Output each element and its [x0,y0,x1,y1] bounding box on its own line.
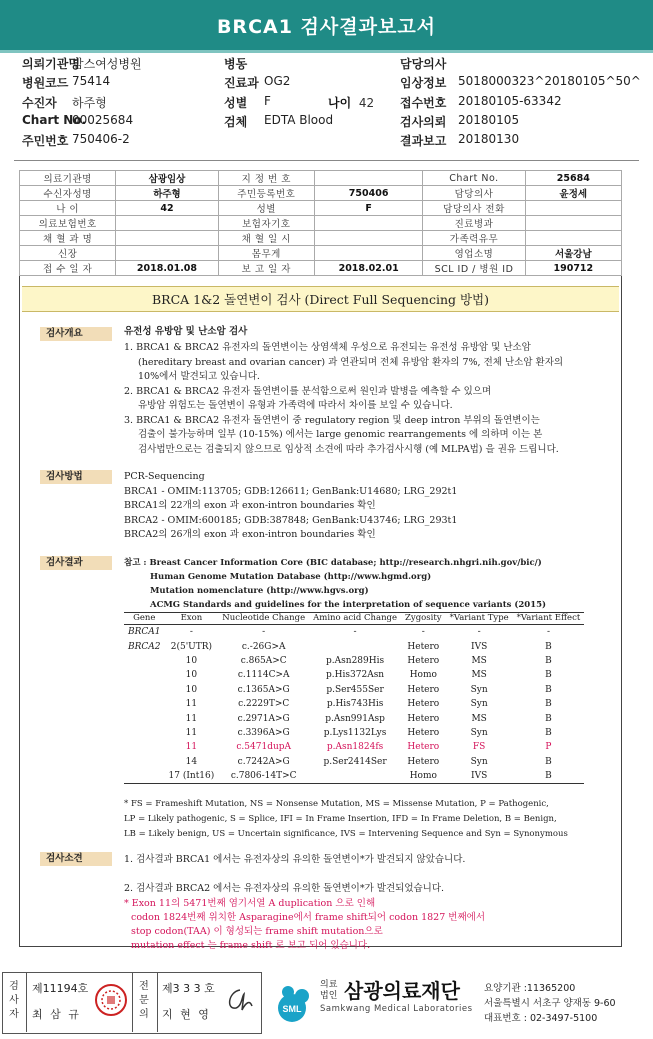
section-label-findings: 검사소견 [40,852,112,866]
variant-cell: Homo [409,670,437,681]
variant-column-header: Amino acid Change [309,613,401,625]
method-line: BRCA1 - OMIM:113705; GDB:126611; GenBank:U14680; LRG_292t1 [124,485,458,497]
method-line: BRCA2 - OMIM:600185; GDB:387848; GenBank:U43746; LRG_293t1 [124,514,458,526]
variant-cell: B [545,684,552,695]
info-value [314,216,422,231]
right-label: 결과보고 [400,134,447,148]
info-label: Chart No. [423,171,525,186]
specialist-name: 지 현 영 [162,1008,211,1021]
variant-column-header: Exon [165,613,219,625]
variant-cell [124,769,165,784]
variant-cell: p.Asn991Asp [325,713,385,724]
examiner-label: 검사자 [9,981,19,1020]
variant-cell [124,726,165,740]
finding-detail-line: codon 1824번째 위치한 Asparagine에서 frame shift되어 codon 1827 번째에서 [131,912,485,923]
variant-cell: Syn [470,727,488,738]
info-row [20,201,622,216]
variant-row [124,711,584,725]
variant-cell: Hetero [407,727,440,738]
info-value: 삼광임상 [116,171,218,186]
info-value: 하주형 [116,186,218,201]
left-label: 병원코드 [22,76,69,90]
info-value [525,216,621,231]
examiner-license: 제11194호 [32,982,89,995]
variant-cell: - [353,627,357,638]
variant-cell: B [545,756,552,767]
overview-line: 검사법만으로는 검출되지 않으므로 임상적 소견에 따라 추가검사시행 (예 MLPA법) 을 권유 드립니다. [138,443,559,455]
variant-cell: MS [471,713,487,724]
variant-cell: p.Ser455Ser [326,684,384,695]
variant-cell: B [545,727,552,738]
overview-line: 2. BRCA1 & BRCA2 유전자 돌연변이를 분석함으로써 원인과 발병을 예측할 수 있으며 [124,385,492,397]
method-line: BRCA1의 22개의 exon 과 exon-intron boundaries 확인 [124,500,376,511]
finding-detail-line: stop codon(TAA) 이 형성되는 frame shift mutation으로 [131,926,383,937]
report-title: BRCA1 검사결과보고서 [216,15,437,38]
variant-cell: c.1365A>G [237,684,290,695]
patient-info-table [19,170,622,276]
left-value: 750406-2 [72,132,130,146]
info-label: 나 이 [20,201,116,216]
variant-column-header: Gene [124,613,165,625]
variant-cell: BRCA2 [128,641,161,652]
info-value [116,216,218,231]
info-label: 몸무게 [218,246,314,261]
info-value [525,201,621,216]
variant-cell: BRCA1 [128,627,161,638]
method-line: PCR-Sequencing [124,471,205,482]
variant-cell: MS [471,655,487,666]
variant-cell: Hetero [407,756,440,767]
legend-line: * FS = Frameshift Mutation, NS = Nonsense Mutation, MS = Missense Mutation, P = Pathogenic, [124,799,549,809]
examiner-name: 최 삼 규 [32,1008,81,1021]
left-value: 맘스여성병원 [72,57,142,71]
variant-row [124,654,584,668]
variant-cell [124,740,165,754]
variant-cell [309,769,401,784]
variant-cell: 11 [185,699,198,710]
left-value: 00025684 [72,113,134,127]
overview-line: 1. BRCA1 & BRCA2 유전자의 돌연변이는 상염색체 우성으로 유전되는 유전성 유방암 및 난소암 [124,342,531,353]
variant-cell: 11 [185,713,198,724]
org-code: 요양기관 :11365200 [484,983,576,994]
variant-cell: p.Asn289His [326,655,385,666]
finding-detail-line: mutation effect 는 frame shift 로 보고 되어 있습니다. [131,940,371,951]
variant-row [124,726,584,740]
reference-line: Mutation nomenclature (http://www.hgvs.org) [150,586,369,596]
left-label: 주민번호 [22,134,69,148]
info-label: 성별 [218,201,314,216]
variant-cell: Syn [470,756,488,767]
variant-cell: B [545,641,552,652]
legend-line: LB = Likely benign, US = Uncertain significance, IVS = Intervening Sequence and Syn = Synonymous [124,829,568,839]
variant-cell: Hetero [407,641,440,652]
reference-line: Human Genome Mutation Database (http://www.hgmd.org) [150,572,432,582]
info-label: 보 고 일 자 [218,261,314,276]
info-value: 750406 [314,186,422,201]
info-value: 윤정세 [525,186,621,201]
variant-cell: 11 [185,742,198,753]
info-label: 진료병과 [423,216,525,231]
variant-cell [124,711,165,725]
info-value: 서울강남 [525,246,621,261]
right-label: 접수번호 [400,96,447,110]
org-phone: 대표번호 : 02-3497-5100 [484,1013,598,1024]
variant-cell [124,755,165,769]
variant-cell: Homo [401,769,446,784]
header-divider [14,160,639,161]
variant-cell: c.3396A>G [237,727,290,738]
reference-line: ACMG Standards and guidelines for the interpretation of sequence variants (2015) [150,600,547,610]
finding-detail-line: * Exon 11의 5471번째 염기서열 A duplication 으로 인해 [124,898,376,909]
variant-cell: c.2229T>C [238,699,290,710]
variant-row [124,639,584,653]
variant-cell: P [545,742,552,753]
variant-cell: c.865A>C [240,655,287,666]
variant-cell: Hetero [407,742,440,753]
info-label: 주민등록번호 [218,186,314,201]
info-label: 의료기관명 [20,171,116,186]
variant-cell: 10 [185,684,198,695]
variant-cell: Hetero [407,699,440,710]
left-value: 하주형 [72,96,107,110]
variant-cell: c.7806-14T>C [218,769,309,784]
variant-cell: c.7242A>G [237,756,290,767]
variant-column-header: *Variant Effect [513,613,585,625]
left-label: 수진자 [22,96,57,110]
variant-cell: c.1114C>A [237,670,290,681]
info-value: 190712 [525,261,621,276]
overview-line: (hereditary breast and ovarian cancer) 과 연관되며 전체 유방암 환자의 7%, 전체 난소암 환자의 [138,356,564,368]
variant-cell: Hetero [407,713,440,724]
info-value [314,231,422,246]
mid-value: EDTA Blood [264,113,334,127]
variant-cell: p.Ser2414Ser [323,756,387,767]
variant-table [124,612,584,784]
variant-cell: p.Asn1824fs [326,742,384,753]
right-value: 20180105-63342 [458,94,562,108]
variant-cell [124,654,165,668]
variant-cell: MS [471,670,487,681]
variant-cell: Hetero [407,684,440,695]
variant-row [124,668,584,682]
variant-cell [124,683,165,697]
info-label: 영업소명 [423,246,525,261]
variant-cell: - [546,627,550,638]
info-value: 42 [116,201,218,216]
variant-column-header: *Variant Type [446,613,513,625]
variant-cell: p.His743His [326,699,384,710]
variant-cell: - [189,627,193,638]
info-row [20,246,622,261]
mid-label: 병동 [224,57,248,71]
variant-cell: IVS [471,641,488,652]
variant-row [124,769,584,784]
info-value: 2018.01.08 [116,261,218,276]
sml-logo-icon [270,978,318,1026]
age-field: 나이 42 [328,96,375,110]
variant-cell: c.5471dupA [236,742,292,753]
variant-row [124,683,584,697]
info-value: 2018.02.01 [314,261,422,276]
org-name: 삼광의료재단 [344,979,460,1003]
org-prefix: 의료법인 [320,980,338,1001]
variant-cell: - [421,627,425,638]
variant-cell: B [513,769,585,784]
info-value [116,231,218,246]
left-value: 75414 [72,74,111,88]
info-value: 25684 [525,171,621,186]
left-label: 의뢰기관명 [22,57,80,71]
reference-line: 참고 : Breast Cancer Information Core (BIC database; http://research.nhgri.nih.gov/bic/) [124,558,542,568]
right-label: 담당의사 [400,57,447,71]
variant-cell: 11 [185,727,198,738]
variant-cell: p.Lys1132Lys [323,727,387,738]
info-label: 보험자기호 [218,216,314,231]
report-banner [0,0,653,53]
variant-cell: - [262,627,266,638]
variant-row [124,697,584,711]
signature-icon [220,984,256,1018]
variant-cell: 10 [185,655,198,666]
logo-text: SML [282,1004,302,1014]
mid-value: OG2 [264,74,291,88]
info-label: 신장 [20,246,116,261]
method-line: BRCA2의 26개의 exon 과 exon-intron boundaries 확인 [124,529,376,540]
variant-cell: c.2971A>G [237,713,290,724]
variant-cell: B [545,713,552,724]
seal-icon [92,980,130,1020]
info-label: 채 혈 과 명 [20,231,116,246]
variant-cell: c.-26G>A [241,641,286,652]
info-value [314,171,422,186]
variant-cell [124,697,165,711]
mid-label: 진료과 [224,76,259,90]
info-value [525,231,621,246]
variant-column-header: Nucleotide Change [218,613,309,625]
info-row [20,231,622,246]
info-label: 담당의사 전화 [423,201,525,216]
right-value: 20180130 [458,132,520,146]
info-value [314,246,422,261]
variant-row [124,755,584,769]
right-label: 임상정보 [400,76,447,90]
variant-cell: Syn [470,699,488,710]
variant-cell: 14 [185,756,198,767]
overview-line: 3. BRCA1 & BRCA2 유전자 돌연변이 중 regulatory region 및 deep intron 부위의 돌연변이는 [124,414,540,426]
section-label-method: 검사방법 [40,470,112,484]
variant-cell: 17 (Int16) [165,769,219,784]
variant-row [124,740,584,754]
report-method-title: BRCA 1&2 돌연변이 검사 (Direct Full Sequencing 방법) [22,286,619,312]
variant-cell [309,639,401,653]
variant-cell [124,668,165,682]
legend-line: LP = Likely pathogenic, S = Splice, IFI = In Frame Insertion, IFD = In Frame Deletion, B = Benign, [124,814,557,824]
variant-cell: 10 [185,670,198,681]
variant-cell: B [545,699,552,710]
mid-label: 검체 [224,115,248,129]
specialist-label: 전문의 [139,981,149,1020]
variant-column-header: Zygosity [401,613,446,625]
info-label: 접 수 일 자 [20,261,116,276]
overview-line: 검출이 불가능하며 일부 (10-15%) 에서는 large genomic rearrangements 에 의하며 이는 본 [138,429,543,440]
right-value: 20180105 [458,113,520,127]
info-row [20,186,622,201]
variant-cell: Syn [470,684,488,695]
variant-cell: 2(5'UTR) [170,641,213,652]
info-label: 의료보험번호 [20,216,116,231]
info-label: 가족력유무 [423,231,525,246]
info-label: 채 혈 일 시 [218,231,314,246]
variant-cell: B [545,655,552,666]
finding-brca1: 1. 검사결과 BRCA1 에서는 유전자상의 유의한 돌연변이*가 발견되지 않았습니다. [124,854,466,865]
org-english-name: Samkwang Medical Laboratories [320,1004,473,1014]
overview-line: 유방암 위험도는 돌연변이 유형과 가족력에 따라서 차이를 보일 수 있습니다. [138,400,453,411]
variant-row [124,625,584,640]
info-value [116,246,218,261]
info-label: 지 정 번 호 [218,171,314,186]
specialist-license: 제3 3 3 호 [162,982,215,995]
overview-line: 10%에서 발견되고 있습니다. [138,371,260,382]
right-label: 검사의뢰 [400,115,447,129]
info-label: 담당의사 [423,186,525,201]
info-row [20,261,622,276]
variant-cell: FS [472,742,486,753]
info-label: 수신자성명 [20,186,116,201]
variant-cell: B [545,670,552,681]
info-value: F [314,201,422,216]
finding-brca2: 2. 검사결과 BRCA2 에서는 유전자상의 유의한 돌연변이*가 발견되었습니다. [124,883,445,894]
section-label-result: 검사결과 [40,556,112,570]
right-value: 5018000323^20180105^50^ [458,74,641,88]
overview-heading: 유전성 유방암 및 난소암 검사 [124,326,248,337]
variant-cell: IVS [446,769,513,784]
left-label: Chart No. [22,113,87,127]
info-row [20,171,622,186]
info-label: SCL ID / 병원 ID [423,261,525,276]
variant-cell: p.His372Asn [326,670,385,681]
org-address: 서울특별시 서초구 양재동 9-60 [484,998,616,1009]
variant-cell: Hetero [407,655,440,666]
mid-label: 성별 [224,96,248,110]
mid-value: F [264,94,271,108]
info-row [20,216,622,231]
variant-cell: - [477,627,481,638]
section-label-overview: 검사개요 [40,327,112,341]
